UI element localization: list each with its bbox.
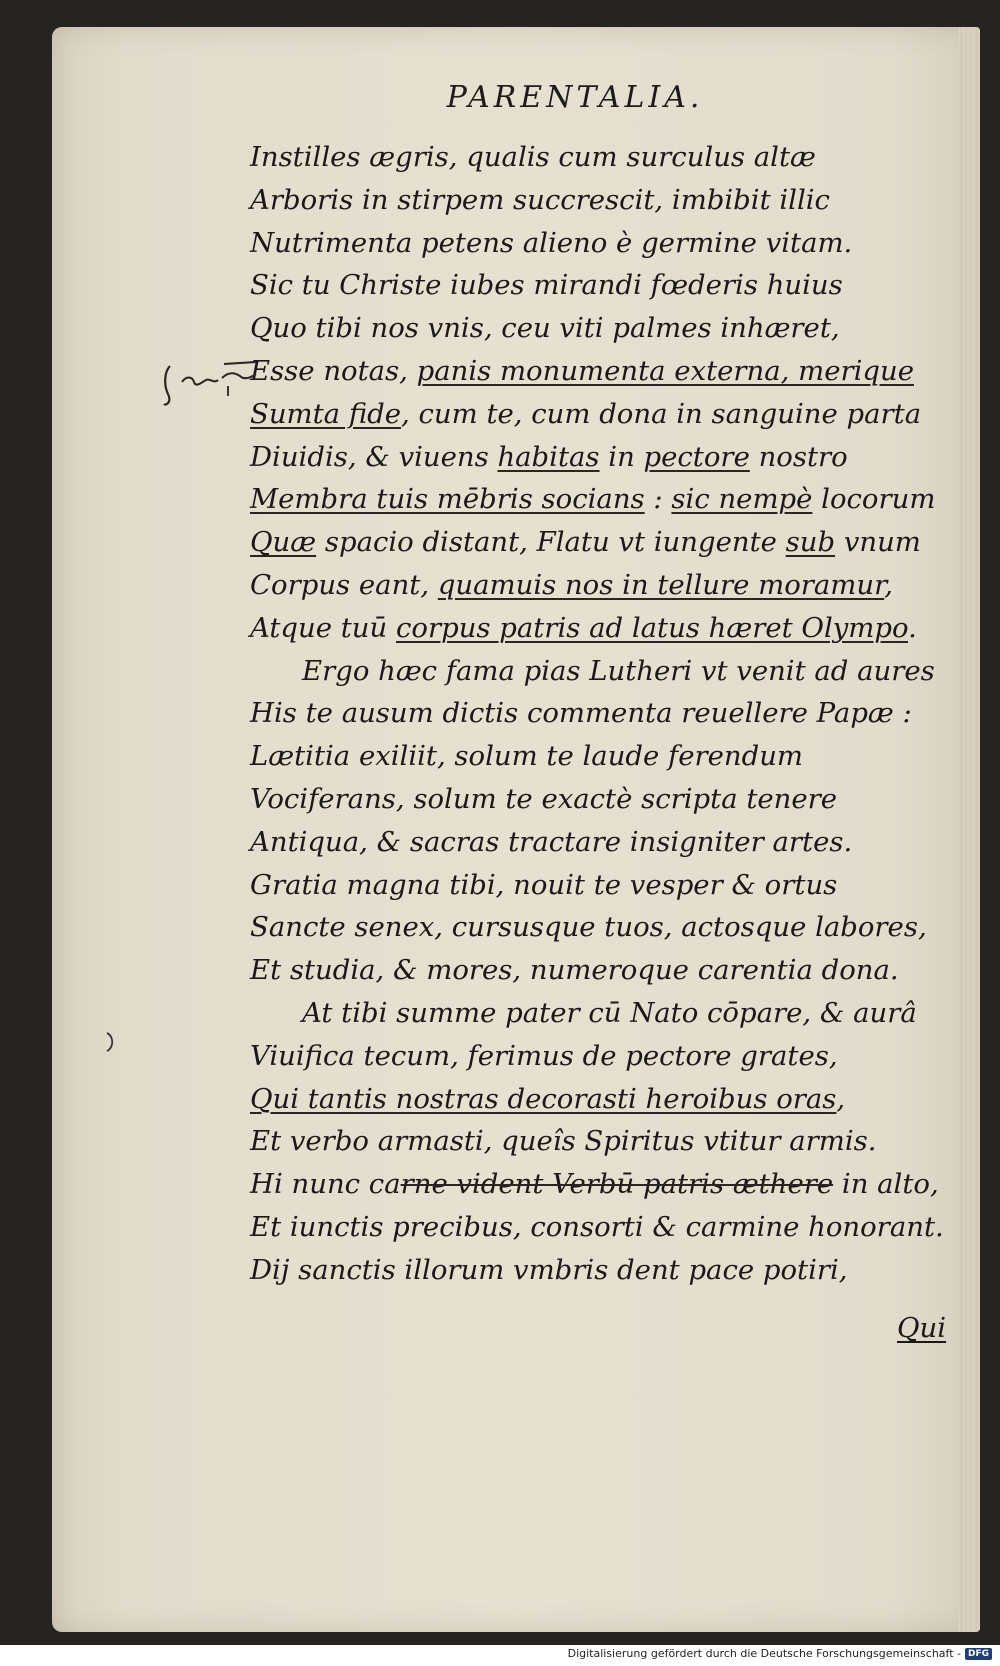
underlined-text: panis monumenta externa, merique bbox=[416, 354, 915, 387]
verse-line bbox=[250, 735, 950, 778]
verse-line bbox=[250, 307, 950, 350]
verse-text: Esse notas, bbox=[250, 354, 417, 387]
verse-line bbox=[250, 136, 950, 179]
verse-line bbox=[250, 1078, 950, 1121]
underlined-text: Membra tuis mēbris socians bbox=[250, 483, 645, 516]
verse-text: , bbox=[836, 1082, 846, 1115]
verse-text: Antiqua, & sacras tractare insigniter artes. bbox=[250, 825, 853, 858]
verse-line bbox=[250, 521, 950, 564]
verse-text: Hi nunc ca bbox=[250, 1168, 401, 1201]
verse-text: Nutrimenta petens alieno è germine vitam. bbox=[250, 226, 853, 259]
verse-text: Et iunctis precibus, consorti & carmine honorant. bbox=[250, 1210, 944, 1243]
verse-text: Ergo hæc fama pias Lutheri vt venit ad aures bbox=[302, 654, 935, 687]
verse-line bbox=[250, 864, 950, 907]
verse-line bbox=[250, 650, 950, 693]
underlined-text: sub bbox=[785, 526, 836, 559]
handwritten-margin-note bbox=[162, 360, 262, 440]
verse-line bbox=[250, 179, 950, 222]
underlined-text: sic nempè bbox=[671, 483, 813, 516]
verse-text: nostro bbox=[749, 440, 848, 473]
verse-block bbox=[250, 136, 950, 1292]
verse-text: , bbox=[884, 568, 893, 601]
underlined-text: Sumta fide bbox=[250, 397, 402, 430]
verse-line bbox=[250, 1249, 950, 1292]
verse-text: His te ausum dictis commenta reuellere Papæ : bbox=[250, 697, 912, 730]
verse-text: Dij sanctis illorum vmbris dent pace potiri, bbox=[250, 1253, 848, 1286]
verse-text: spacio distant, Flatu vt iungente bbox=[316, 526, 786, 559]
digitization-footer bbox=[0, 1645, 1000, 1666]
verse-line bbox=[250, 564, 950, 607]
verse-text: At tibi summe pater cū Nato cōpare, & aurâ bbox=[302, 996, 917, 1029]
verse-line bbox=[250, 1035, 950, 1078]
verse-text: Instilles ægris, qualis cum surculus altæ bbox=[250, 141, 816, 173]
verse-line bbox=[250, 949, 950, 992]
underlined-text: Qui tantis nostras decorasti heroibus oras bbox=[250, 1082, 837, 1115]
page-edge bbox=[958, 27, 980, 1632]
verse-line bbox=[250, 393, 950, 436]
underlined-text: corpus patris ad latus hæret Olympo bbox=[395, 611, 909, 644]
verse-line bbox=[250, 436, 950, 479]
verse-line bbox=[250, 1206, 950, 1249]
verse-text: Arboris in stirpem succrescit, imbibit illic bbox=[250, 183, 830, 216]
verse-text: Diuidis, & viuens bbox=[250, 440, 498, 473]
dfg-logo: DFG bbox=[965, 1648, 992, 1660]
verse-line bbox=[250, 607, 950, 650]
verse-text: locorum bbox=[812, 483, 936, 516]
struck-text: rne vident Verbū patris æthere bbox=[400, 1168, 834, 1201]
verse-text: Sic tu Christe iubes mirandi fœderis huius bbox=[250, 269, 843, 302]
verse-text: Et verbo armasti, queîs Spiritus vtitur armis. bbox=[250, 1125, 877, 1158]
verse-line bbox=[250, 992, 950, 1035]
verse-text: in bbox=[599, 440, 644, 473]
verse-line bbox=[250, 478, 950, 521]
verse-text: Viuifica tecum, ferimus de pectore grates, bbox=[250, 1039, 838, 1072]
verse-text: Vociferans, solum te exactè scripta tenere bbox=[250, 782, 838, 815]
verse-line bbox=[250, 1163, 950, 1206]
running-head: PARENTALIA. bbox=[446, 80, 704, 115]
verse-line bbox=[250, 1120, 950, 1163]
verse-text: , cum te, cum dona in sanguine parta bbox=[401, 397, 922, 430]
verse-line bbox=[250, 692, 950, 735]
verse-text: Gratia magna tibi, nouit te vesper & ortus bbox=[250, 868, 838, 901]
verse-text: in alto, bbox=[833, 1168, 939, 1201]
verse-text: Sancte senex, cursusque tuos, actosque labores, bbox=[250, 911, 927, 944]
verse-text: vnum bbox=[835, 526, 921, 559]
underlined-text: quamuis nos in tellure moramur bbox=[437, 568, 885, 601]
verse-text: Lætitia exiliit, solum te laude ferendum bbox=[250, 740, 803, 773]
verse-line bbox=[250, 350, 950, 393]
verse-text: Atque tuū bbox=[250, 611, 396, 644]
catchword: Qui bbox=[897, 1312, 947, 1344]
verse-line bbox=[250, 778, 950, 821]
verse-text: : bbox=[644, 483, 672, 516]
verse-line bbox=[250, 264, 950, 307]
verse-line bbox=[250, 906, 950, 949]
underlined-text: habitas bbox=[497, 440, 600, 473]
verse-text: Quo tibi nos vnis, ceu viti palmes inhæret, bbox=[250, 312, 840, 345]
underlined-text: Quæ bbox=[250, 526, 317, 559]
margin-bracket-mark bbox=[104, 1030, 118, 1054]
underlined-text: pectore bbox=[643, 440, 750, 473]
verse-line bbox=[250, 222, 950, 265]
verse-text: . bbox=[908, 611, 917, 644]
verse-text: Corpus eant, bbox=[250, 568, 438, 601]
verse-line bbox=[250, 821, 950, 864]
verse-text: Et studia, & mores, numeroque carentia dona. bbox=[250, 954, 899, 987]
footer-credit: Digitalisierung gefördert durch die Deutsche Forschungsgemeinschaft - bbox=[567, 1647, 961, 1660]
